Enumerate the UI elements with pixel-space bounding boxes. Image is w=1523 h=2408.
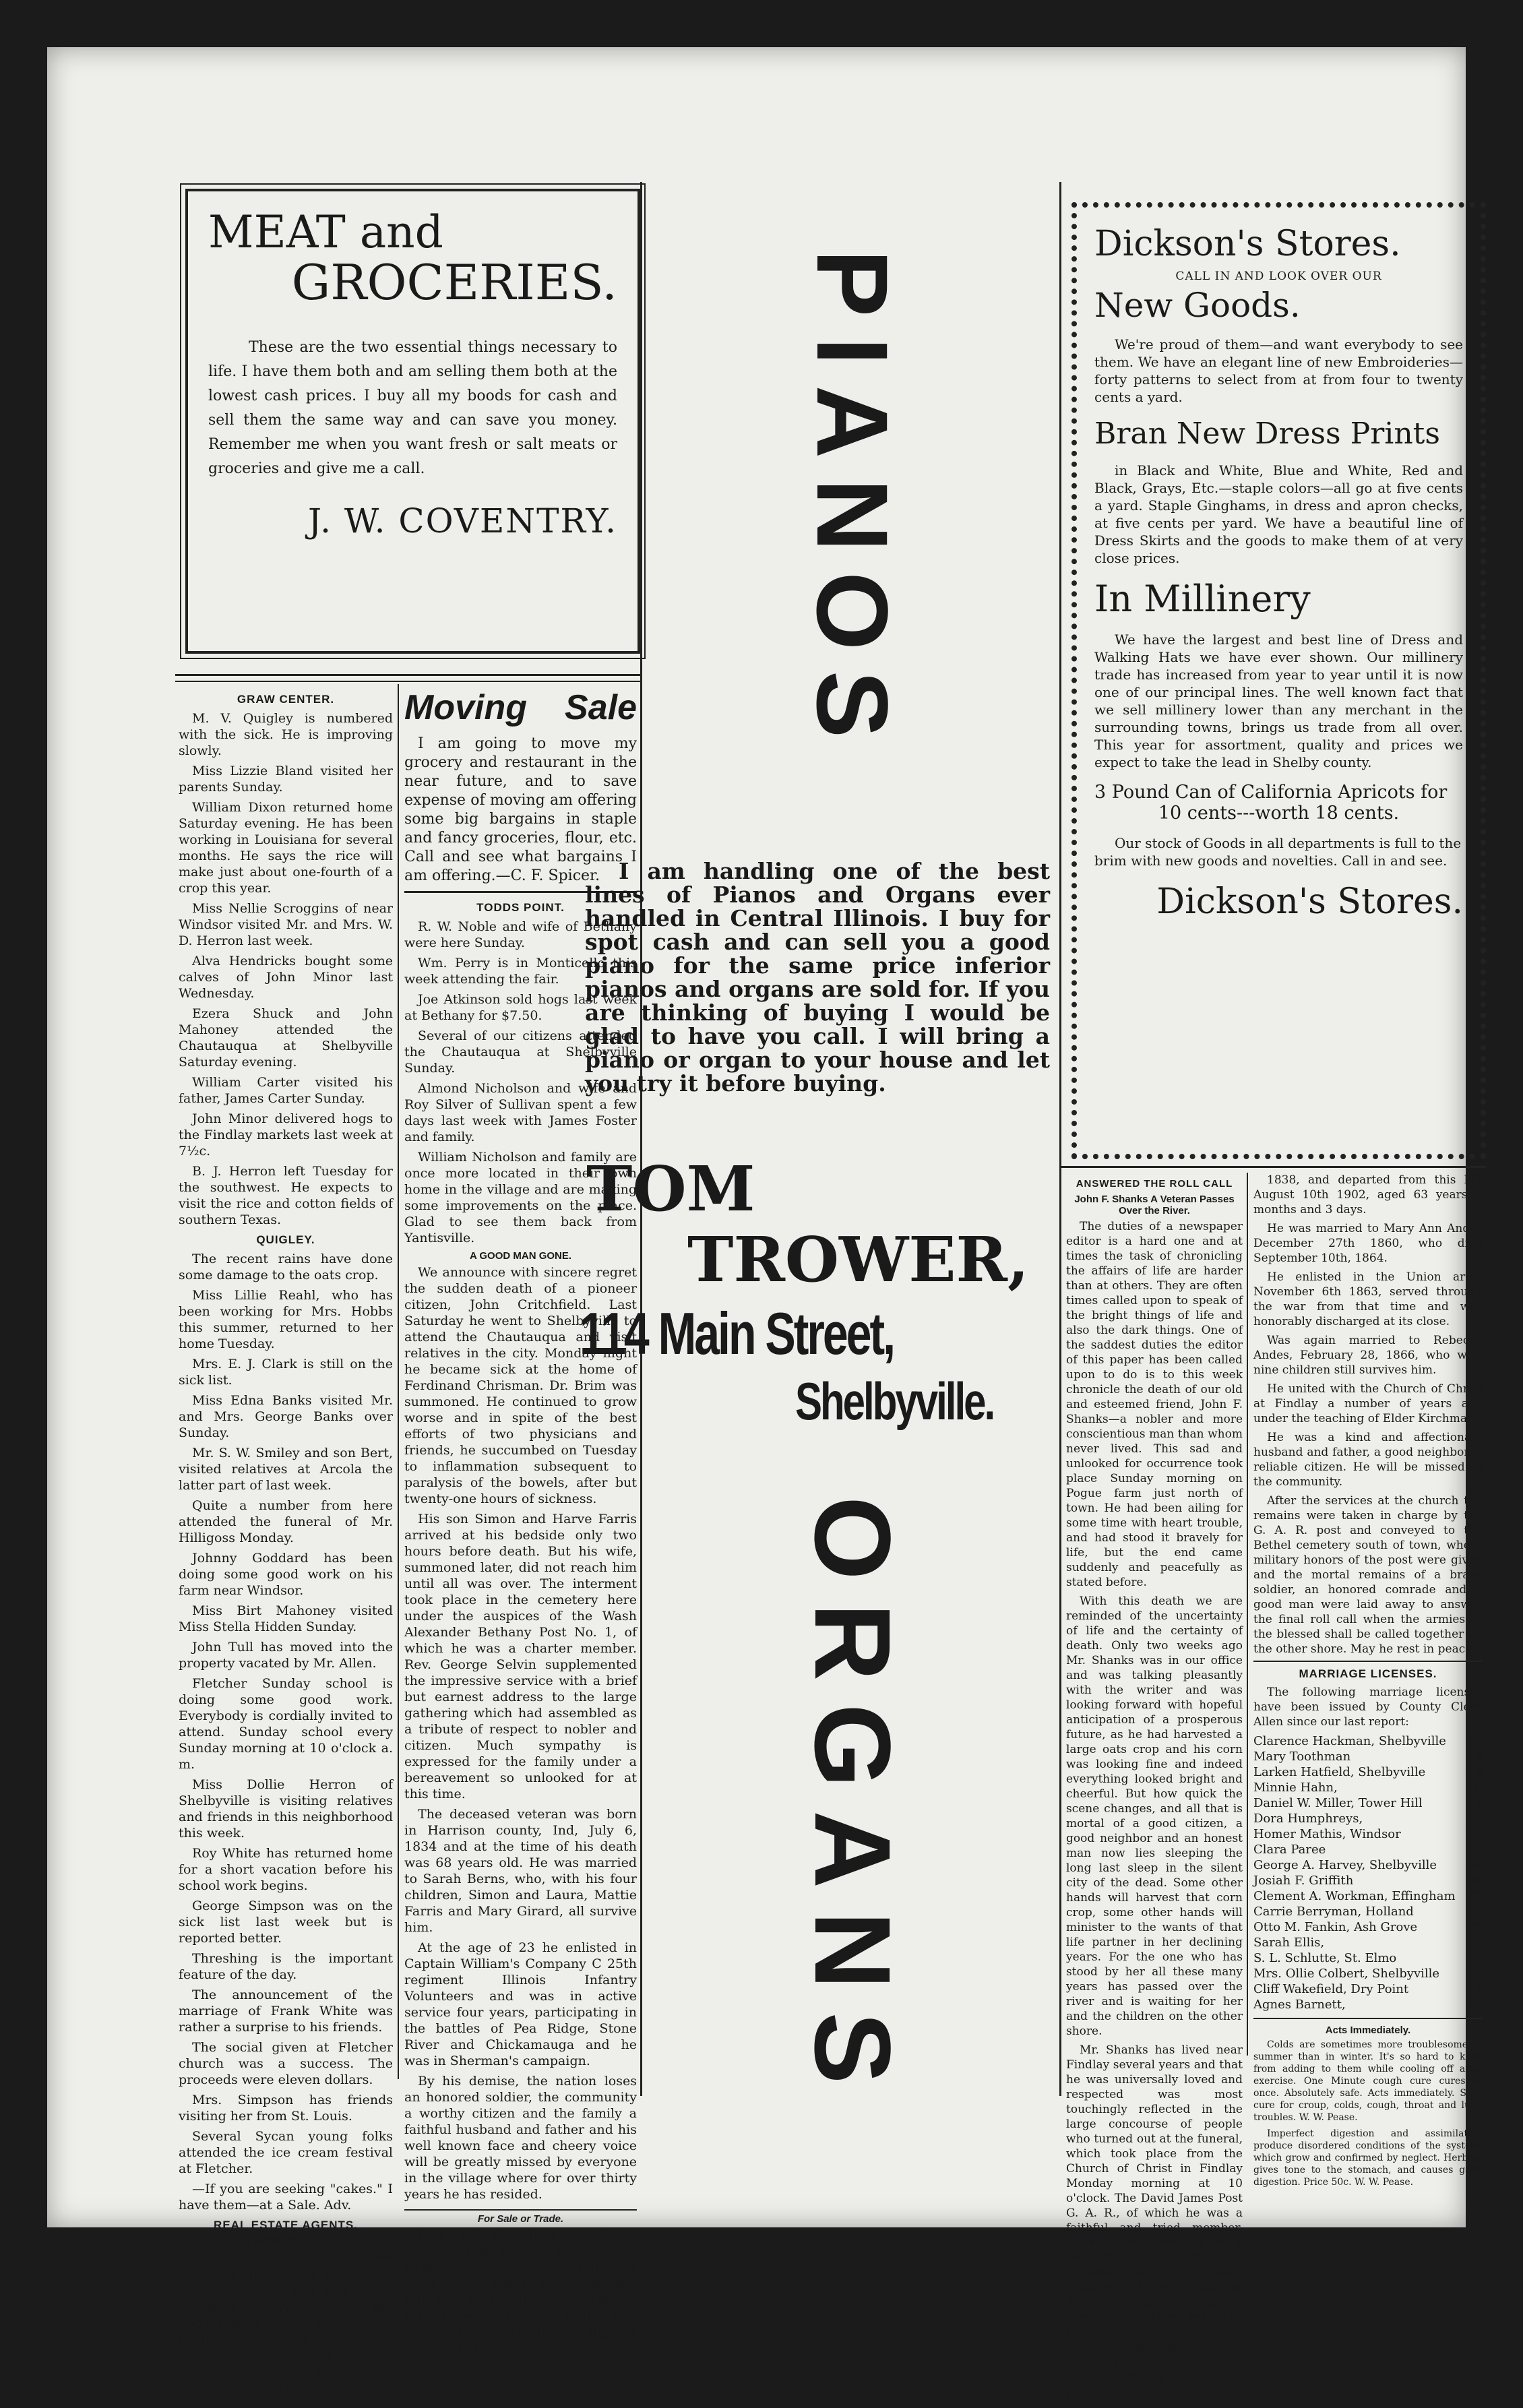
acts-heading: Acts Immediately. [1325,2025,1411,2036]
marriage-name: Cliff Wakefield, Dry Point [1253,1982,1409,1996]
roll-call-heading: ANSWERED THE ROLL CALL [1076,1178,1233,1190]
real-estate-signature-line: Illinois Central Railroad, [241,2380,393,2394]
column-rule [175,681,640,682]
news-item: Mr. S. W. Smiley and son Bert, visited relatives at Arcola the latter part of last week. [179,1446,393,1493]
marriage-age: 18 [1465,1812,1483,1826]
dickson-apricots-line: 3 Pound Can of California Apricots for [1094,782,1448,803]
column-graw-quigley [179,687,393,2408]
marriage-age: 16 [1465,1781,1483,1795]
news-item: Miss Dollie Herron of Shelbyville is visiting relatives and friends in this neighborhood this week. [179,1777,393,1841]
marriage-age: 22 [1465,1998,1483,2012]
marriage-age: 21 [1465,1982,1483,1996]
meat-ad-body: These are the two essential things necessary to life. I have them both and am selling them both at the lowest cash prices. I buy all my boods for cash and sell them the same way and can save you money. Remember me when you want fresh or salt meats or groceries and give me a call. [208,339,617,477]
marriage-name: Dora Humphreys, [1253,1812,1363,1826]
news-item: Mrs. Simpson has friends visiting her from St. Louis. [179,2093,393,2124]
marriage-name: Clara Paree [1253,1843,1326,1857]
marriage-age: 21 [1465,1827,1483,1841]
dickson-new-goods-body: We're proud of them—and want everybody to see them. We have an elegant line of new Embroideries—forty patterns to select from at from four to twenty cents a yard. [1094,336,1463,405]
marriage-age: 27 [1465,1920,1483,1934]
marriage-age: 18 [1465,1843,1483,1857]
marriage-age: 27 [1465,1889,1483,1903]
marriage-entry [1253,1811,1483,1826]
marriage-name: Mrs. Ollie Colbert, Shelbyville [1253,1967,1440,1981]
dickson-stock-body: Our stock of Goods in all departments is full to the brim with new goods and novelties. Call in and see. [1094,835,1462,869]
marriage-name: Otto M. Fankin, Ash Grove [1253,1920,1418,1934]
news-item: We announce with sincere regret the sudden death of a pioneer citizen, John Critchfield. Last Saturday he went to Shelbyville to attend the Chautauqua and visit relatives in the city. Monday night he became sick at the home of Ferdinand Chrisman. Dr. Brim was summoned. He continued to grow worse and in spite of the best efforts of two physicians and friends, he succumbed on Tuesday to inflammation subsequent to paralysis of the bowels, after but twenty-one hours of sickness. [404,1265,637,1506]
real-estate-signature-line: Ass't Gen'l Pass'r Agent [247,2366,393,2380]
for-sale-heading: For Sale or Trade. [477,2213,564,2225]
news-item: John Tull has moved into the property vacated by Mr. Allen. [179,1640,393,1671]
marriage-name: Mary Toothman [1253,1750,1351,1764]
marriage-age: 24 [1465,1765,1483,1779]
todds-point-heading: TODDS POINT. [476,901,565,914]
news-item: The deceased veteran was born in Harrison county, Ind, July 6, 1834 and at the time of his death was 68 years old. He was married to Sarah Berns, who, with his four children, Simon and Laura, Mattie Farris and Mary Girard, all survive him. [404,1807,637,1935]
pianos-ad-body: I am handling one of the best lines of Pianos and Organs ever handled in Central Illinois. I buy for spot cash and can sell you a good piano for the same price inferior pianos and organs are sold for. If you are thinking of buying I would be glad to have you call. I will bring a piano or organ to your house and let you try it before buying. [585,858,1050,1097]
acts-body: Colds are sometimes more troublesome in summer than in winter. It's so hard to keep from adding to them while cooling off after exercise. One Minute cough cure cures at once. Absolutely safe. Acts immediately. Sure cure for croup, colds, cough, throat and lung troubles. W. W. Pease. [1253,2039,1483,2123]
marriage-age: 21 [1465,1796,1483,1810]
obituary-heading: OBITUARY. [1127,2343,1182,2355]
news-item: Almond Nicholson and wife and Roy Silver of Sullivan spent a few days last week with James Foster and family. [404,1081,637,1144]
marriage-entry [1253,1873,1483,1888]
news-item: John Minor delivered hogs to the Findlay markets last week at 7½c. [179,1111,393,1159]
marriage-name: George A. Harvey, Shelbyville [1253,1858,1437,1872]
news-item: Johnny Goddard has been doing some good work on his farm near Windsor. [179,1551,393,1598]
marriage-name: Larken Hatfield, Shelbyville [1253,1765,1426,1779]
news-item: Fletcher Sunday school is doing some good work. Everybody is cordially invited to attend. Sunday school every Sunday morning at 10 o'clock a. m. [179,1676,393,1772]
dickson-title: Dickson's Stores. [1094,224,1401,264]
news-item: At the age of 23 he enlisted in Captain William's Company C 25th regiment Illinois Infantry Volunteers and was in active service four years, participating in the battles of Pea Ridge, Stone River and Chickamauga and he was in Sherman's campaign. [404,1940,637,2068]
dickson-apricots-line: 10 cents---worth 18 cents. [1158,803,1400,824]
news-item: His son Simon and Harve Farris arrived at his bedside only two hours before death. But his wife, summoned later, did not reach him until all was over. The interment took place in the cemetery here under the auspices of the Wash Alexander Bethany Post No. 1, of which he was a charter member. Rev. George Selvin supplemented the impressive service with a brief but earnest address to the large gathering which had assembled as a tribute of respect to nobler and citizen. Much sympathy is expressed for the family under a bereavement so unlooked for at this time. [404,1512,637,1801]
marriage-age: 45 [1465,1967,1483,1981]
marriage-age: 17 [1465,1905,1483,1919]
pianos-ad-city: Shelbyville. [795,1371,994,1431]
news-item: Several Sycan young folks attended the ice cream festival at Fletcher. [179,2129,393,2176]
news-item: He was a kind and affectionate husband and father, a good neighbor, a reliable citizen. He will be missed in the community. [1253,1431,1483,1489]
acts-body-2: Imperfect digestion and assimilation produce disordered conditions of the system, which grow and confirmed by neglect. Herbine gives tone to the stomach, and causes good digestion. Price 50c. W. W. Pease. [1253,2128,1483,2188]
news-item: Joe Atkinson sold hogs last week at Bethany for $7.50. [404,992,637,1023]
news-item: William Carter visited his father, James Carter Sunday. [179,1075,393,1106]
news-item: The recent rains have done some damage to the oats crop. [179,1252,393,1283]
quigley-heading: QUIGLEY. [256,1233,315,1246]
marriage-entry [1253,1950,1483,1966]
dickson-new-goods: New Goods. [1094,286,1301,325]
dickson-millinery-body: We have the largest and best line of Dress and Walking Hats we have ever shown. Our millinery trade has increased from year to year until it is now one of our principal lines. The well known fact that we sell millinery lower than any merchant in the surrounding towns, brings us trade from all over. This year for assortment, quality and prices we expect to take the lead in Shelby county. [1094,631,1463,770]
good-man-heading: A GOOD MAN GONE. [469,1250,572,1262]
news-item: B. J. Herron left Tuesday for the southwest. He expects to visit the rice and cotton fields of southern Texas. [179,1164,393,1227]
pianos-ad-name-1: TOM [586,1152,755,1225]
pianos-ad-name-2: TROWER, [687,1223,1029,1296]
news-item: Several of our citizens attended the Chautauqua at Shelbyville Sunday. [404,1028,637,1076]
meat-ad-title-1: MEAT and [208,206,443,258]
meat-ad-title-2: GROCERIES. [291,254,617,311]
news-item: The announcement of the marriage of Frank White was rather a surprise to his friends. [179,1987,393,2035]
news-item: Miss Lillie Reahl, who has been working for Mrs. Hobbs this summer, returned to her home Tuesday. [179,1288,393,1351]
marriage-age: 22 [1465,1734,1483,1748]
news-item: The social given at Fletcher church was a success. The proceeds were eleven dollars. [179,2040,393,2087]
marriage-name: S. L. Schlutte, St. Elmo [1253,1951,1397,1965]
news-item: The duties of a newspaper editor is a hard one and at times the task of chronicling the affairs of life are harder than at others. They are often times called upon to speak of the bright things of life and also the dark things. One of the saddest duties the editor of this paper has been called upon to do is to this week chronicle the death of our old and esteemed friend, John F. Shanks—a nobler and more conscientious man than whom never lived. This sad and unlooked for occurrence took place Sunday morning on Pogue farm just north of town. He had been ailing for some time with heart trouble, and had stood it bravely for life, but the end came suddenly and peacefully as stated before. [1066,1220,1243,1589]
news-item: Mr. Shanks has lived near Findlay several years and that he was universally loved and respected was most touchingly reflected in the large concourse of people who turned out at the funeral, which took place from the Church of Christ in Findlay Monday morning at 10 o'clock. The David James Post G. A. R., of which he was a faithful and tried member, attended the services in a body. The church edifice was crowded with sorrowing relatives and friends. Elder W. A. Bates spoke words of comfort and then read the following [1066,2043,1243,2339]
news-item: William Dixon returned home Saturday evening. He has been working in Louisiana for several months. He says the rice will make just about one-fourth of a crop this year. [179,800,393,896]
news-item: Was again married to Rebecca Andes, February 28, 1866, who with nine children still survives him. [1253,1334,1483,1377]
moving-sale-body: I am going to move my grocery and restaurant in the near future, and to save expense of moving am offering some big bargains in staple and fancy groceries, flour, etc. Call and see what bargains I am offering.—C. F. Spicer. [404,735,637,884]
news-item: William Nicholson and family are once more located in their own home in the village and are making some improvements on the place. Glad to see them back from Yantisville. [404,1150,637,1245]
marriage-entry [1253,1733,1483,1749]
marriage-name: Carrie Berryman, Holland [1253,1905,1414,1919]
marriage-age: 18 [1465,1936,1483,1950]
marriage-intro: The following marriage licenses have been issued by County Clerk Allen since our last report: [1253,1686,1483,1729]
news-item: Mrs. E. J. Clark is still on the sick list. [179,1357,393,1388]
pianos-ad-address: 114 Main Street, [580,1300,894,1367]
column-rule [1059,182,1061,2096]
marriage-entry [1253,1981,1483,1997]
marriage-name: Agnes Barnett, [1253,1998,1346,2012]
news-item: With this death we are reminded of the uncertainty of life and the certainty of death. Only two weeks ago Mr. Shanks was in our office and was talking pleasantly with the writer and was looking forward with hopeful anticipation of a prosperous future, as he had harvested a large oats crop and his corn was looking fine and indeed everything looked bright and cheerful. But how quick the scene changes, and all that is mortal of a good citizen, a good neighbor and an honest man now lies sleeping the long last sleep in the silent city of the dead. Some other hands will harvest that corn crop, some other hands will minister to the wants of that life partner in her declining years. For the one who has stood by her all these many years has passed over the river and is waiting for her and the children on the other shore. [1066,1595,1243,2038]
news-item: 1838, and departed from this life August 10th 1902, aged 63 years 8 months and 3 days. [1253,1173,1483,1216]
marriage-name: Sarah Ellis, [1253,1936,1325,1950]
marriage-age: 19 [1465,1750,1483,1764]
news-item: Ezera Shuck and John Mahoney attended the Chautauqua at Shelbyville Saturday evening. [179,1006,393,1070]
marriage-entry [1253,1842,1483,1857]
real-estate-signature-line: Dubuque, Ia. [313,2394,393,2408]
roll-call-subheading: John F. Shanks A Veteran Passes Over the River. [1074,1194,1235,1216]
for-sale-body: One of the best residence properties in Findlay. Good house with cellar, cistern, etc. Lot fruit trees, and other improvements. Will take part cash and part trade. What have you to offer? Call at this office for particulars. Biggest bargain in town. [404,2228,637,2356]
graw-center-heading: GRAW CENTER. [237,693,335,706]
marriage-heading: MARRIAGE LICENSES. [1299,1667,1437,1680]
news-item: He united with the Church of Christ at Findlay a number of years ago under the teaching of Elder Kirchman. [1253,1382,1483,1425]
news-item: He enlisted in the Union army November 6th 1863, served through the war from that time and was honorably discharged at its close. [1253,1270,1483,1328]
marriage-age: 34 [1465,1858,1483,1872]
real-estate-heading: REAL ESTATE AGENTS. [214,2219,358,2231]
news-item: Miss Nellie Scroggins of near Windsor visited Mr. and Mrs. W. D. Herron last week. [179,901,393,948]
news-item: Miss Lizzie Bland visited her parents Sunday. [179,764,393,795]
dickson-stores-ad [1071,202,1486,1159]
column-roll-call [1066,1173,1243,2401]
marriage-name: Homer Mathis, Windsor [1253,1827,1401,1841]
dickson-millinery-head: In Millinery [1094,578,1311,620]
news-item: M. V. Quigley is numbered with the sick. He is improving slowly. [179,711,393,758]
marriage-name: Clarence Hackman, Shelbyville [1253,1734,1446,1748]
news-item: Alva Hendricks bought some calves of John Minor last Wednesday. [179,954,393,1001]
column-rule [1247,1173,1248,2056]
marriage-entry [1253,1966,1483,1981]
marriage-age: 36 [1465,1874,1483,1888]
marriage-name: Daniel W. Miller, Tower Hill [1253,1796,1423,1810]
real-estate-subheading: A WORD TO YOU. [243,2236,329,2248]
newspaper-page [47,47,1483,2408]
marriage-entry [1253,1935,1483,1950]
marriage-entry [1253,1764,1483,1780]
news-item: Wm. Perry is in Monticello this week attending the fair. [404,956,637,987]
marriage-entry [1253,1919,1483,1935]
marriage-entry [1253,1904,1483,1919]
column-rule [1061,1166,1486,1168]
news-item: Roy White has returned home for a short vacation before his school work begins. [179,1846,393,1893]
marriage-entry [1253,1997,1483,2012]
pianos-vertical-heading: PIANOS [796,249,909,759]
dickson-signature: Dickson's Stores. [1156,882,1463,922]
marriage-entry [1253,1780,1483,1795]
marriage-list [1253,1733,1483,2012]
marriage-entry [1253,1795,1483,1811]
dickson-prints-body: in Black and White, Blue and White, Red and Black, Grays, Etc.—staple colors—all go at five cents a yard. Staple Ginghams, in dress and apron checks, at five cents per yard. We have a beautiful line of Dress Skirts and the goods to make them of at very close prices. [1094,462,1463,566]
news-item: He was married to Mary Ann Andes December 27th 1860, who died September 10th, 1864. [1253,1222,1483,1265]
marriage-name: Josiah F. Griffith [1253,1874,1354,1888]
marriage-age: 53 [1465,1951,1483,1965]
news-item: Threshing is the important feature of the day. [179,1951,393,1982]
dickson-prints-head: Bran New Dress Prints [1094,416,1440,451]
marriage-name: Clement A. Workman, Effingham [1253,1889,1456,1903]
meat-ad-signature: J. W. COVENTRY. [307,501,617,541]
news-item: R. W. Noble and wife of Bethany were here Sunday. [404,919,637,950]
marriage-entry [1253,1888,1483,1904]
organs-vertical-heading: ORGANS [792,1496,913,2107]
news-item: —If you are seeking "cakes." I have them—at a Sale. Adv. [179,2182,393,2213]
moving-sale-title: Moving [404,688,527,727]
marriage-entry [1253,1826,1483,1842]
real-estate-signature: J. F. Merry, [326,2351,393,2366]
moving-sale-title: Sale [565,688,637,727]
marriage-name: Minnie Hahn, [1253,1781,1338,1795]
column-rule [398,684,399,2079]
marriage-entry [1253,1749,1483,1764]
news-item: Miss Birt Mahoney visited Miss Stella Hidden Sunday. [179,1603,393,1634]
news-item: By his demise, the nation loses an honored soldier, the community a worthy citizen and the family a faithful husband and father and his well known face and cheery voice will be greatly missed by everyone in the village where for over thirty years he has resided. [404,2074,637,2202]
column-rule [175,674,640,676]
meat-groceries-ad [185,189,640,654]
news-item: John Franklin Shanks was born in Shelby county, Ill. December 7th, [1066,2358,1243,2401]
column-obituary-marriage [1253,1173,1483,2188]
news-item: Quite a number from here attended the funeral of Mr. Hilligoss Monday. [179,1498,393,1545]
marriage-entry [1253,1857,1483,1873]
column-rule [640,182,642,2096]
news-item: George Simpson was on the sick list last week but is reported better. [179,1898,393,1946]
news-item: Miss Edna Banks visited Mr. and Mrs. George Banks over Sunday. [179,1393,393,1440]
news-item: After the services at the church the remains were taken in charge by the G. A. R. post and conveyed to the Bethel cemetery south of town, where military honors of the post were given and the mortal remains of a brave soldier, an honored comrade and a good man were laid away to answer the final roll call when the armies of the blessed shall be called together on the other shore. May he rest in peace. [1253,1494,1483,1656]
dickson-call-line: CALL IN AND LOOK OVER OUR [1175,270,1382,283]
real-estate-body: Do you want to know where the next great land boom will be, and where you can make plenty of money? If so, write the undersigned for a circular (telling "All about it." [179,2251,393,2347]
